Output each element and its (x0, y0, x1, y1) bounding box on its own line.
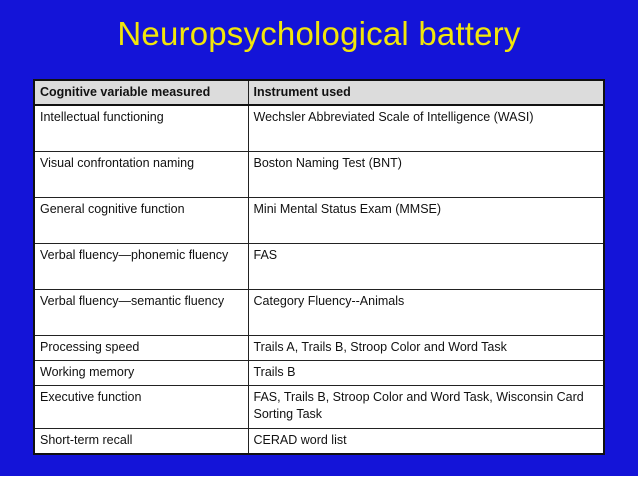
instrument-cell: Category Fluency--Animals (248, 290, 604, 336)
variable-cell: Working memory (34, 361, 248, 386)
instrument-cell: Mini Mental Status Exam (MMSE) (248, 198, 604, 244)
variable-cell: Executive function (34, 386, 248, 429)
table-row (34, 244, 604, 290)
battery-table (33, 79, 605, 455)
instrument-cell: Trails A, Trails B, Stroop Color and Word Task (248, 336, 604, 361)
variable-cell: Verbal fluency—semantic fluency (34, 290, 248, 336)
column-header-variable: Cognitive variable measured (34, 80, 248, 105)
table-row (34, 361, 604, 386)
variable-cell: Processing speed (34, 336, 248, 361)
table-row (34, 290, 604, 336)
variable-cell: General cognitive function (34, 198, 248, 244)
table-row (34, 429, 604, 455)
instrument-cell: FAS, Trails B, Stroop Color and Word Task, Wisconsin Card Sorting Task (248, 386, 604, 429)
slide-title: Neuropsychological battery (117, 15, 521, 52)
instrument-cell: FAS (248, 244, 604, 290)
instrument-cell: CERAD word list (248, 429, 604, 455)
variable-cell: Visual confrontation naming (34, 152, 248, 198)
column-header-instrument: Instrument used (248, 80, 604, 105)
table-row (34, 386, 604, 429)
table-header-row (34, 80, 604, 105)
table-row (34, 152, 604, 198)
table-row (34, 198, 604, 244)
instrument-cell: Trails B (248, 361, 604, 386)
variable-cell: Verbal fluency—phonemic fluency (34, 244, 248, 290)
variable-cell: Intellectual functioning (34, 105, 248, 152)
instrument-cell: Wechsler Abbreviated Scale of Intelligence (WASI) (248, 105, 604, 152)
table-row (34, 336, 604, 361)
variable-cell: Short-term recall (34, 429, 248, 455)
instrument-cell: Boston Naming Test (BNT) (248, 152, 604, 198)
table-row (34, 105, 604, 152)
